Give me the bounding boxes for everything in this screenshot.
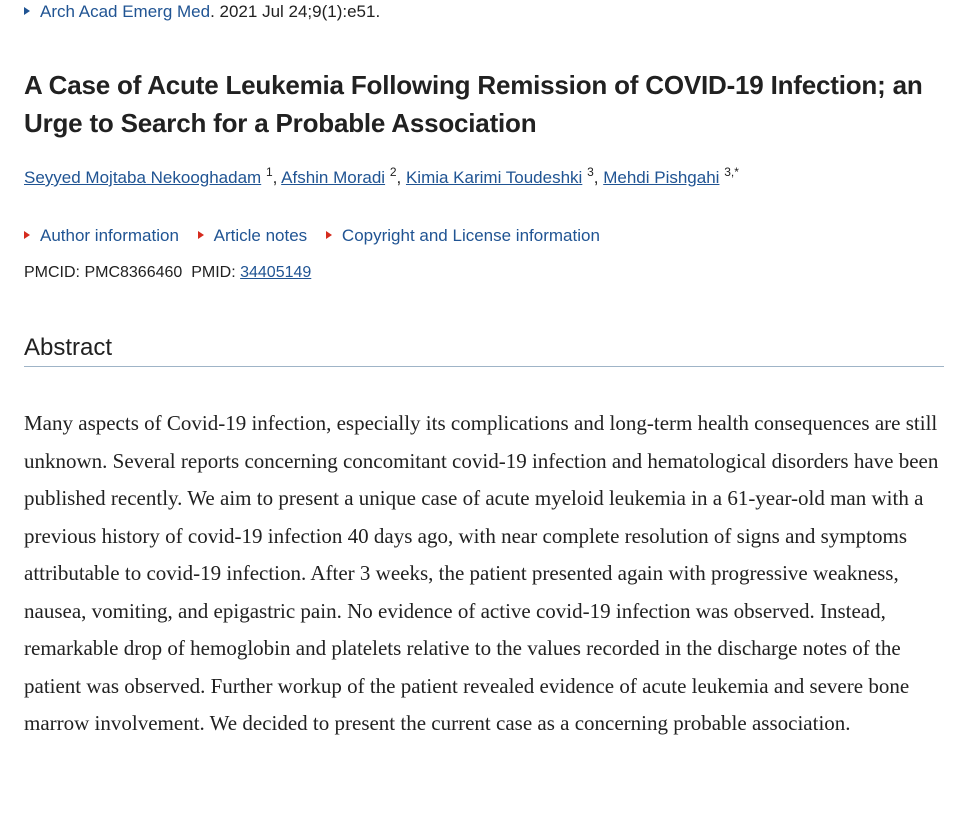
author-list: Seyyed Mojtaba Nekooghadam $^1$, Afshin Moradi $^2$, Kimia Karimi Toudeshki $^3$, Mehdi Pishgahi $^{3,*}$: [24, 165, 739, 187]
pmid-link[interactable]: 34405149: [240, 264, 312, 281]
copyright-link[interactable]: Copyright and License information: [341, 226, 600, 245]
citation-line: [24, 1, 380, 23]
affiliation-marker[interactable]: 2: [389, 165, 397, 179]
article-info-links: [24, 224, 614, 248]
author-information-toggle[interactable]: [24, 224, 179, 248]
pmid-label: PMID:: [191, 264, 236, 281]
triangle-right-icon: [24, 231, 30, 239]
article-notes-link[interactable]: Article notes: [213, 226, 308, 245]
journal-link[interactable]: Arch Acad Emerg Med: [40, 2, 211, 21]
affiliation-marker[interactable]: 3: [587, 165, 594, 179]
triangle-right-icon: [24, 7, 30, 15]
affiliation-marker[interactable]: 3,*: [724, 165, 739, 179]
author-information-link[interactable]: Author information: [40, 226, 179, 245]
section-divider: [24, 366, 944, 367]
affiliation-marker[interactable]: 1: [265, 165, 273, 179]
triangle-right-icon: [198, 231, 204, 239]
article-notes-toggle[interactable]: [198, 224, 308, 248]
article-identifiers: [24, 261, 311, 285]
abstract-text: Many aspects of Covid-19 infection, especially its complications and long-term health consequences are still unknown. Several reports concerning concomitant covid-19 infection and hematological disorders have been published recently. We aim to present a unique case of acute myeloid leukemia in a 61-year-old man with a previous history of covid-19 infection 40 days ago, with near complete resolution of signs and symptoms attributable to covid-19 infection. After 3 weeks, the patient presented again with progressive weakness, nausea, vomiting, and epigastric pain. No evidence of active covid-19 infection was observed. Instead, remarkable drop of hemoglobin and platelets relative to the values recorded in the discharge notes of the patient was observed. Further workup of the patient revealed evidence of acute leukemia and severe bone marrow involvement. We decided to present the current case as a concerning probable association.: [24, 411, 939, 735]
author-link[interactable]: Kimia Karimi Toudeshki: [405, 168, 583, 187]
copyright-toggle[interactable]: [326, 224, 600, 248]
author-link[interactable]: Seyyed Mojtaba Nekooghadam: [24, 168, 262, 187]
abstract-heading: Abstract: [24, 334, 113, 361]
author-link[interactable]: Mehdi Pishgahi: [603, 168, 720, 187]
author-link[interactable]: Afshin Moradi: [281, 168, 386, 187]
triangle-right-icon: [326, 231, 332, 239]
citation-details: . 2021 Jul 24;9(1):e51.: [210, 2, 381, 21]
pmcid: PMCID: PMC8366460: [24, 264, 183, 281]
article-title: A Case of Acute Leukemia Following Remission of COVID-19 Infection; an Urge to Search for a Probable Association: [24, 70, 923, 138]
